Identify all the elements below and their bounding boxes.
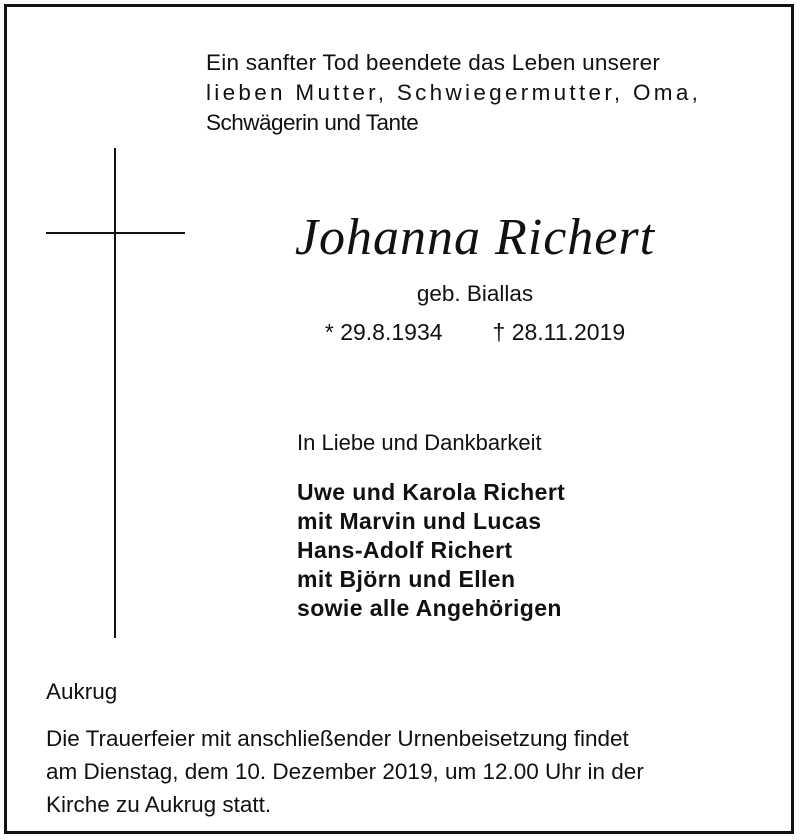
service-line: Die Trauerfeier mit anschließender Urnenbeisetzung findet (46, 726, 629, 751)
family-member: mit Marvin und Lucas (297, 508, 542, 534)
intro-text (206, 48, 758, 138)
deceased-name: Johanna Richert (294, 209, 656, 266)
family-member: Hans-Adolf Richert (297, 537, 513, 563)
death-date: † 28.11.2019 (492, 319, 626, 345)
birth-name: geb. Biallas (416, 281, 534, 306)
dedication-text: In Liebe und Dankbarkeit (297, 430, 542, 455)
birth-date: * 29.8.1934 (324, 319, 443, 345)
family-member: Uwe und Karola Richert (297, 479, 566, 505)
life-dates (160, 317, 790, 347)
family-member: sowie alle Angehörigen (297, 595, 562, 621)
family-list (297, 478, 565, 623)
cross-vertical-bar (114, 148, 116, 638)
intro-line: lieben Mutter, Schwiegermutter, Oma, (206, 80, 702, 105)
family-member: mit Björn und Ellen (297, 566, 516, 592)
service-info (46, 722, 766, 821)
service-line: Kirche zu Aukrug statt. (46, 792, 272, 817)
service-line: am Dienstag, dem 10. Dezember 2019, um 12.00 Uhr in der (46, 759, 644, 784)
place-name: Aukrug (46, 679, 118, 704)
intro-line: Schwägerin und Tante (206, 110, 419, 135)
intro-line: Ein sanfter Tod beendete das Leben unserer (206, 50, 661, 75)
